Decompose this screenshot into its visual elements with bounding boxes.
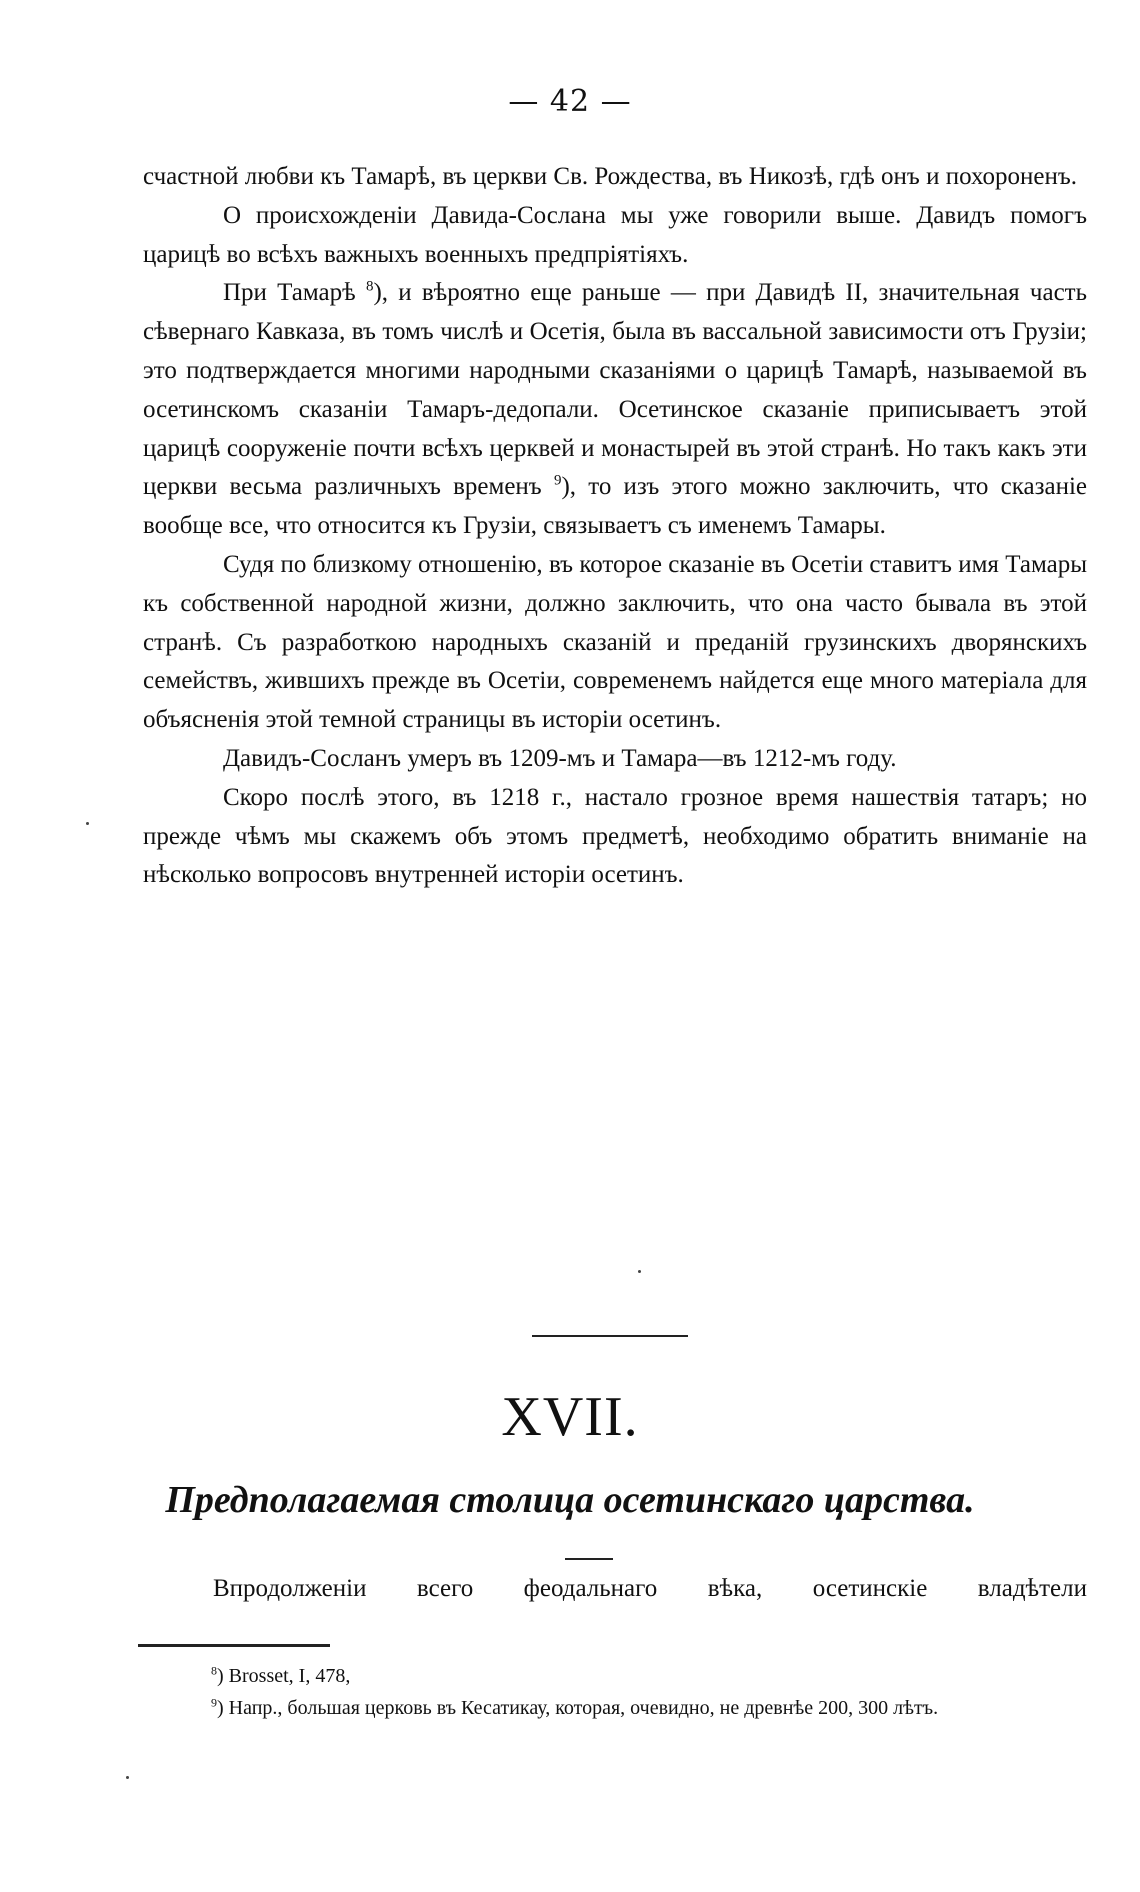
paragraph-1: счастной любви къ Тамарѣ, въ церкви Св. Рождества, въ Никозѣ, гдѣ онъ и похороненъ. — [143, 163, 1078, 190]
paragraph-3 — [143, 274, 1087, 546]
paragraph-2: О происхожденіи Давида-Сослана мы уже говорили выше. Давидъ помогъ царицѣ во всѣхъ важныхъ военныхъ предпріятіяхъ. — [143, 201, 1087, 268]
page-number: — 42 — — [508, 84, 632, 119]
paragraph-5: Давидъ-Сосланъ умеръ въ 1209-мъ и Тамара—въ 1212-мъ году. — [223, 744, 897, 772]
footnote-ref-9[interactable]: 9 — [553, 473, 562, 490]
footnote-mark: 8 — [211, 1663, 217, 1678]
footnote-text: ) Напр., большая церковь въ Кесатикау, которая, очевидно, не древнѣе 200, 300 лѣтъ. — [217, 1697, 939, 1719]
chapter-number: XVII. — [501, 1386, 639, 1448]
scan-speck — [638, 1270, 641, 1273]
paragraph-3-part-1: При Тамарѣ — [223, 279, 366, 307]
footnote-divider — [138, 1644, 330, 1647]
footnote-9 — [143, 1692, 1087, 1724]
title-rule — [565, 1558, 613, 1560]
scan-speck — [126, 1776, 129, 1779]
section-divider — [532, 1335, 688, 1337]
paragraph-6: Скоро послѣ этого, въ 1218 г., настало грозное время нашествія татаръ; но прежде чѣмъ мы скажемъ объ этомъ предметѣ, необходимо обратить вниманіе на нѣсколько вопросовъ внутренней исторіи осетинъ. — [143, 783, 1087, 889]
footnote-ref-8[interactable]: 8 — [365, 279, 374, 296]
paragraph-4: Судя по близкому отношенію, въ которое сказаніе въ Осетіи ставитъ имя Тамары къ собственной народной жизни, должно заключить, что она часто бывала въ этой странѣ. Съ разработкою народныхъ сказаній и преданій грузинскихъ дворянскихъ семействъ, жившихъ прежде въ Осетіи, современемъ найдется еще много матеріала для объясненія этой темной страницы въ исторіи осетинъ. — [143, 550, 1087, 734]
footnote-mark: 9 — [211, 1695, 217, 1710]
paragraph-3-part-2: ), и вѣроятно еще раньше — при Давидѣ II, значительная часть сѣвернаго Кавказа, въ томъ числѣ и Осетія, была въ вассальной зависимости отъ Грузіи; это подтверждается многими народными сказаніями о царицѣ Тамарѣ, называемой въ осетинскомъ сказаніи Тамаръ-дедопали. Осетинское сказаніе приписываетъ этой царицѣ сооруженіе почти всѣхъ церквей и монастырей въ этой странѣ. Но такъ какъ эти церкви весьма различныхъ временъ — [143, 279, 1087, 501]
footnotes — [143, 1660, 1087, 1724]
chapter-first-line: Впродолженіи всего феодальнаго вѣка, осетинскіе владѣтели — [213, 1575, 1087, 1602]
body-text — [143, 158, 1087, 895]
scan-speck — [86, 822, 89, 825]
paragraph-3-part-3: ), то изъ этого можно заключить, что сказаніе вообще все, что относится къ Грузіи, связываетъ съ именемъ Тамары. — [143, 473, 1087, 540]
chapter-title: Предполагаемая столица осетинскаго царства. — [165, 1479, 975, 1521]
footnote-8 — [143, 1660, 1087, 1692]
footnote-text: ) Brosset, I, 478, — [217, 1665, 351, 1687]
